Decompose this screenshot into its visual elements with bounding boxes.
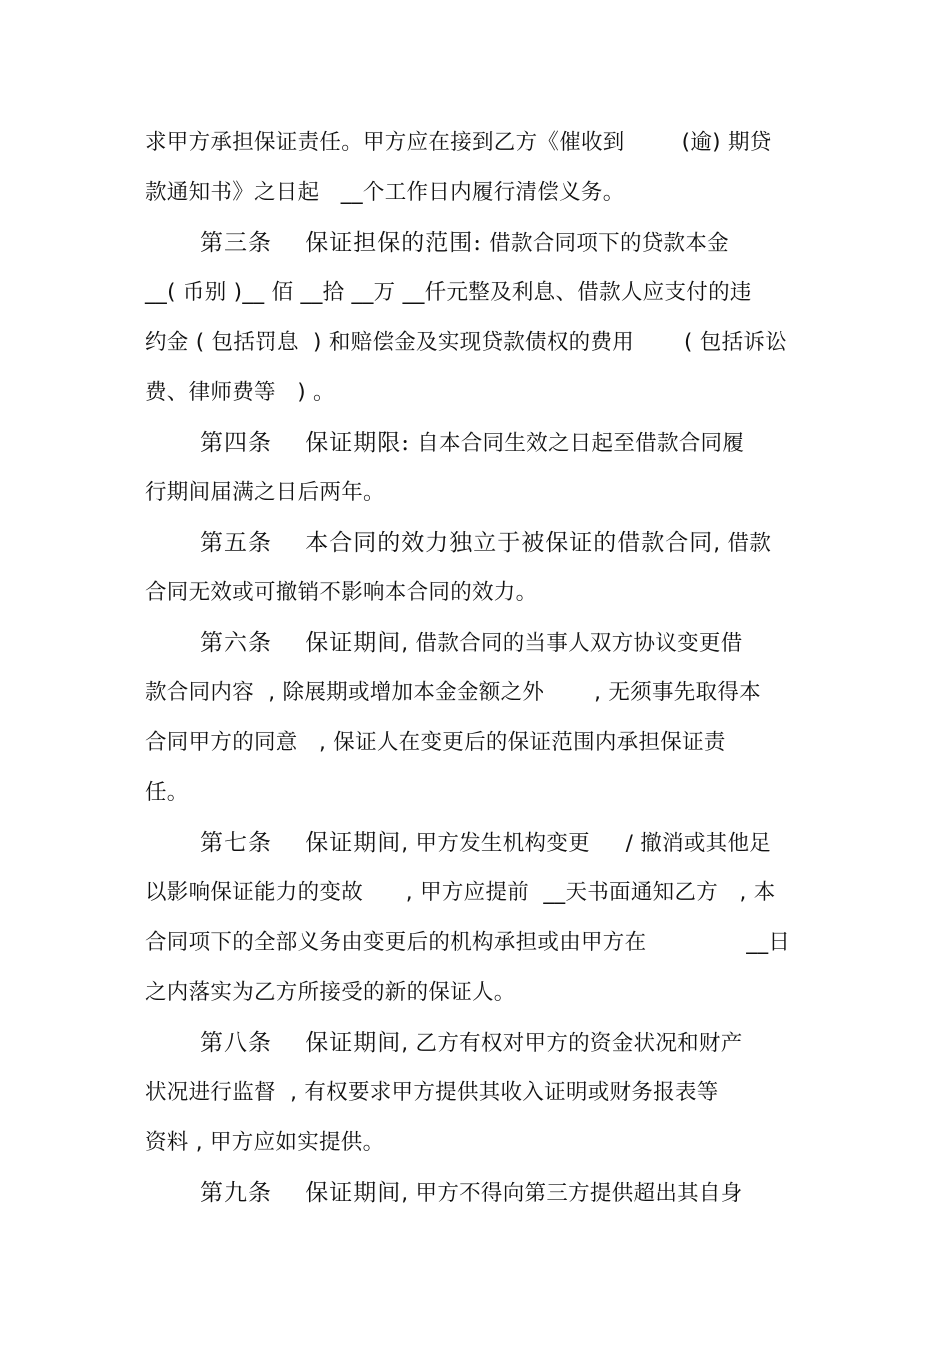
text-line: , 乙方有权对甲方的资金状况和财产 — [401, 1031, 743, 1056]
article-8-heading: 第八条 保证期间 — [200, 1030, 402, 1056]
article-9-heading: 第九条 保证期间 — [200, 1180, 402, 1206]
article-5-paragraph — [200, 528, 771, 559]
text-line: 费、律师费等 ) 。 — [145, 380, 335, 405]
article-6-paragraph — [200, 628, 743, 659]
article-7-heading: 第七条 保证期间 — [200, 830, 402, 856]
text-line: , 甲方不得向第三方提供超出其自身 — [401, 1181, 743, 1206]
text-line: 资料 , 甲方应如实提供。 — [145, 1130, 385, 1155]
text-line: 合同无效或可撤销不影响本合同的效力。 — [145, 580, 538, 605]
article-9-paragraph — [200, 1178, 743, 1209]
article-5-heading: 第五条 本合同的效力独立于被保证的借款合同 — [200, 530, 714, 556]
text-line: 状况进行监督 , 有权要求甲方提供其收入证明或财务报表等 — [145, 1080, 719, 1105]
article-4-paragraph — [200, 428, 744, 459]
article-8-paragraph — [200, 1028, 743, 1059]
text-line: 以影响保证能力的变故 , 甲方应提前 __天书面通知乙方 , 本 — [145, 880, 776, 905]
text-line: 之内落实为乙方所接受的新的保证人。 — [145, 980, 516, 1005]
text-line: , 甲方发生机构变更 / 撤消或其他足 — [401, 831, 772, 856]
text-line: , 借款 — [713, 531, 772, 556]
text-line: 求甲方承担保证责任。甲方应在接到乙方《催收到 (逾) 期贷 — [145, 130, 772, 155]
text-line: 自本合同生效之日起至借款合同履 — [417, 431, 745, 456]
article-4-heading: 第四条 保证期限: — [200, 430, 410, 456]
text-line: __( 币别 )__ 佰 __拾 __万 __仟元整及利息、借款人应支付的违 — [145, 280, 752, 305]
text-line: 合同项下的全部义务由变更后的机构承担或由甲方在 __日 — [145, 930, 791, 955]
text-line: 合同甲方的同意 , 保证人在变更后的保证范围内承担保证责 — [145, 730, 726, 755]
text-line: 款合同内容 , 除展期或增加本金金额之外 , 无须事先取得本 — [145, 680, 761, 705]
text-line: 借款合同项下的贷款本金 — [489, 231, 729, 256]
text-line: 约金 ( 包括罚息 ) 和赔偿金及实现贷款债权的费用 ( 包括诉讼 — [145, 330, 788, 355]
text-line: 任。 — [145, 780, 189, 805]
article-3-paragraph — [200, 228, 729, 259]
text-line: , 借款合同的当事人双方协议变更借 — [401, 631, 743, 656]
text-line: 款通知书》之日起 __个工作日内履行清偿义务。 — [145, 180, 625, 205]
article-7-paragraph — [200, 828, 771, 859]
article-3-heading: 第三条 保证担保的范围: — [200, 230, 482, 256]
text-line: 行期间届满之日后两年。 — [145, 480, 385, 505]
article-6-heading: 第六条 保证期间 — [200, 630, 402, 656]
